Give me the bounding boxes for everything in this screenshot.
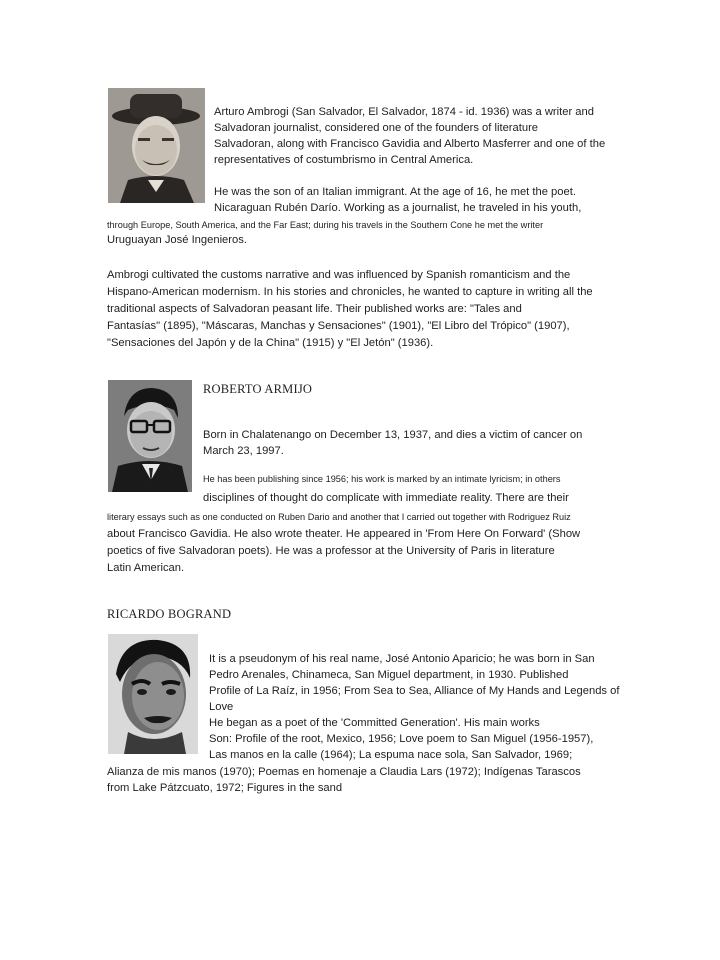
bogrand-line-1: It is a pseudonym of his real name, José Antonio Aparicio; he was born in San [209,653,595,665]
bogrand-line-6: Son: Profile of the root, Mexico, 1956; Love poem to San Miguel (1956-1957), [209,733,594,745]
bogrand-line-5: He began as a poet of the 'Committed Generation'. His main works [209,717,540,729]
ambrogi-line-13: "Sensaciones del Japón y de la China" (1915) y "El Jetón" (1936). [107,337,434,349]
bogrand-name: RICARDO BOGRAND [107,607,232,621]
bogrand-line-4: Love [209,701,234,713]
armijo-line-7: poetics of five Salvadoran poets). He was a professor at the University of Paris in literature [107,545,555,557]
bogrand-line-2: Pedro Arenales, Chinameca, San Miguel department, in 1930. Published [209,669,569,681]
ambrogi-line-1: Arturo Ambrogi (San Salvador, El Salvador, 1874 - id. 1936) was a writer and [214,106,594,118]
armijo-line-6: about Francisco Gavidia. He also wrote theater. He appeared in 'From Here On Forward' (Show [107,528,581,540]
armijo-line-1: Born in Chalatenango on December 13, 1937, and dies a victim of cancer on [203,429,583,441]
bogrand-portrait [108,634,198,754]
bogrand-line-7: Las manos en la calle (1964); La espuma nace sola, San Salvador, 1969; [209,749,573,761]
ambrogi-line-12: Fantasías" (1895), "Máscaras, Manchas y Sensaciones" (1901), "El Libro del Trópico" (1907), [107,320,570,332]
armijo-line-2: March 23, 1997. [203,445,284,457]
ambrogi-line-8: Uruguayan José Ingenieros. [107,234,247,246]
armijo-line-8: Latin American. [107,562,185,574]
bogrand-line-9: from Lake Pátzcuato, 1972; Figures in the sand [107,782,343,794]
armijo-line-3: He has been publishing since 1956; his work is marked by an intimate lyricism; in others [203,474,561,484]
ambrogi-line-9: Ambrogi cultivated the customs narrative and was influenced by Spanish romanticism and the [107,269,571,281]
ambrogi-line-7: through Europe, South America, and the Far East; during his travels in the Southern Cone he met the writer [107,220,544,230]
armijo-portrait [108,380,192,492]
ambrogi-line-5: He was the son of an Italian immigrant. At the age of 16, he met the poet. [214,186,576,198]
ambrogi-line-11: traditional aspects of Salvadoran peasant life. Their published works are: "Tales and [107,303,522,315]
armijo-line-4: disciplines of thought do complicate with immediate reality. There are their [203,492,569,504]
bogrand-line-8: Alianza de mis manos (1970); Poemas en homenaje a Claudia Lars (1972); Indígenas Tarascos [107,766,581,778]
ambrogi-line-4: representatives of costumbrismo in Central America. [214,154,474,166]
armijo-name: ROBERTO ARMIJO [203,382,313,396]
ambrogi-line-10: Hispano-American modernism. In his stories and chronicles, he wanted to capture in writing all the [107,286,593,298]
bogrand-line-3: Profile of La Raíz, in 1956; From Sea to Sea, Alliance of My Hands and Legends of [209,685,620,697]
armijo-line-5: literary essays such as one conducted on Ruben Dario and another that I carried out together with Rodriguez Ruiz [107,512,571,522]
ambrogi-line-6: Nicaraguan Rubén Darío. Working as a journalist, he traveled in his youth, [214,202,582,214]
ambrogi-line-2: Salvadoran journalist, considered one of the founders of literature [214,122,539,134]
ambrogi-portrait [108,88,205,203]
ambrogi-line-3: Salvadoran, along with Francisco Gavidia and Alberto Masferrer and one of the [214,138,606,150]
